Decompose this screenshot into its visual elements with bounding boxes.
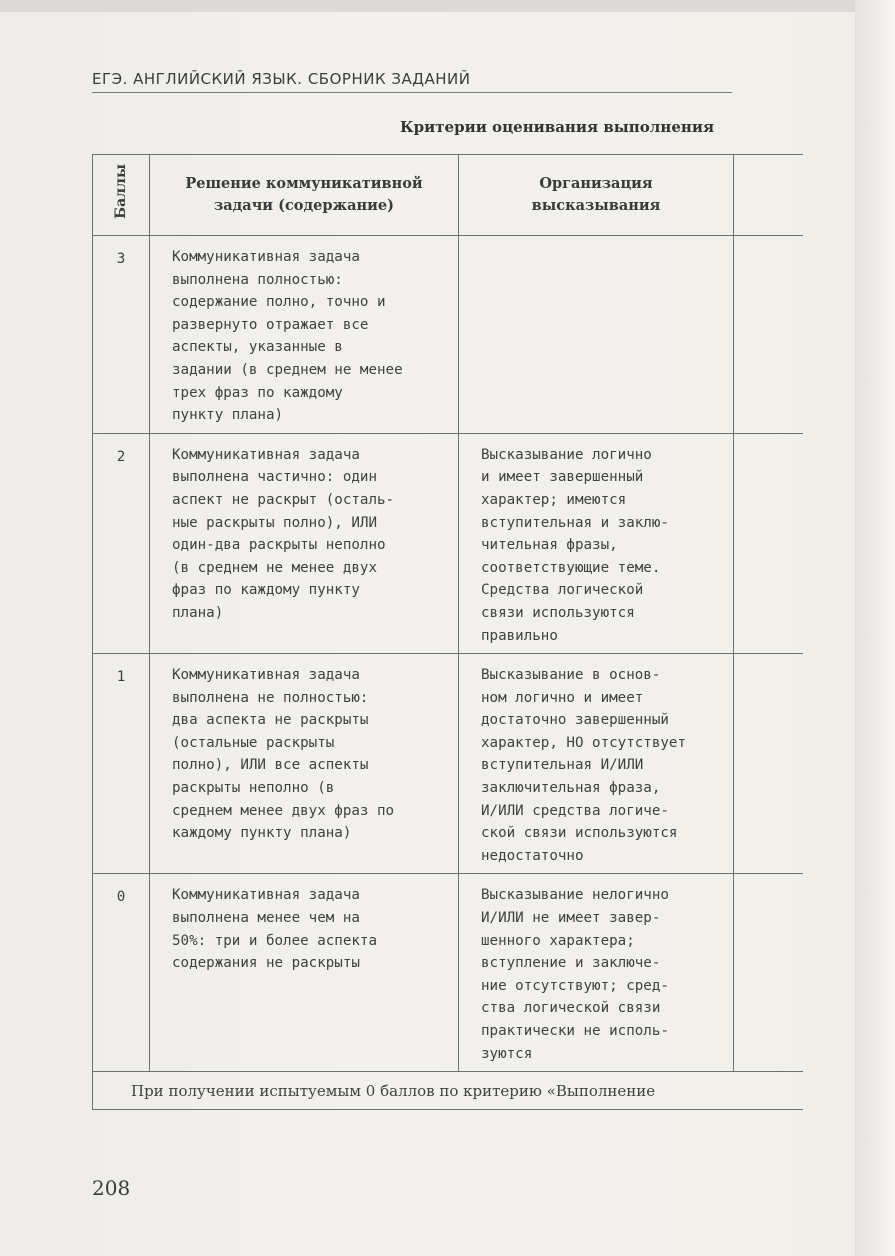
header-organization-cell bbox=[459, 155, 734, 236]
header-content: Решение коммуникативной задачи (содержание) bbox=[185, 175, 423, 214]
header-content-cell bbox=[150, 155, 459, 236]
running-header: ЕГЭ. АНГЛИЙСКИЙ ЯЗЫК. СБОРНИК ЗАДАНИЙ bbox=[92, 70, 732, 93]
row-organization-cell bbox=[459, 236, 734, 434]
header-score: Баллы bbox=[112, 163, 129, 219]
row-extra-cell bbox=[734, 654, 803, 874]
row-organization: Высказывание в основ- ном логично и имеет достаточно завершенный характер, НО отсутствует вступительная И/ИЛИ заключительная фраза, И/ИЛИ средства логиче- ской связи используются недостаточно bbox=[481, 667, 686, 864]
row-score: 3 bbox=[93, 236, 150, 434]
row-content-cell bbox=[150, 433, 459, 653]
table-header-row bbox=[93, 155, 803, 236]
table-footer: При получении испытуемым 0 баллов по критерию «Выполнение bbox=[93, 1072, 803, 1110]
criteria-table bbox=[92, 154, 803, 1110]
header-extra-cell bbox=[734, 155, 803, 236]
criteria-title: Критерии оценивания выполнения bbox=[400, 118, 715, 136]
row-content-cell bbox=[150, 654, 459, 874]
table-row bbox=[93, 874, 803, 1072]
row-content-cell bbox=[150, 236, 459, 434]
row-organization-cell bbox=[459, 874, 734, 1072]
row-content: Коммуникативная задача выполнена не полностью: два аспекта не раскрыты (остальные раскрыты полно), ИЛИ все аспекты раскрыты неполно (в среднем менее двух фраз по каждому пункту плана) bbox=[172, 667, 395, 842]
row-score: 0 bbox=[93, 874, 150, 1072]
row-content: Коммуникативная задача выполнена частично: один аспект не раскрыт (осталь- ные раскрыты полно), ИЛИ один-два раскрыты неполно (в среднем не менее двух фраз по каждому пункту плана) bbox=[172, 446, 395, 621]
page-number: 208 bbox=[92, 1176, 131, 1200]
criteria-table-wrapper bbox=[92, 154, 802, 1110]
page-right-edge bbox=[855, 0, 895, 1256]
row-organization: Высказывание логично и имеет завершенный характер; имеются вступительная и заклю- чительная фразы, соответствующие теме. Средства логической связи используются правильно bbox=[481, 446, 669, 644]
row-organization-cell bbox=[459, 654, 734, 874]
row-content: Коммуникативная задача выполнена менее чем на 50%: три и более аспекта содержания не раскрыты bbox=[172, 887, 377, 972]
row-score: 2 bbox=[93, 433, 150, 653]
page-top-edge bbox=[0, 0, 895, 12]
table-row bbox=[93, 654, 803, 874]
table-row bbox=[93, 433, 803, 653]
row-extra-cell bbox=[734, 433, 803, 653]
row-content: Коммуникативная задача выполнена полностью: содержание полно, точно и развернуто отражает все аспекты, указанные в задании (в среднем не менее трех фраз по каждому пункту плана) bbox=[172, 249, 403, 424]
header-organization: Организация высказывания bbox=[531, 175, 661, 214]
row-score: 1 bbox=[93, 654, 150, 874]
row-extra-cell bbox=[734, 236, 803, 434]
row-organization-cell bbox=[459, 433, 734, 653]
row-content-cell bbox=[150, 874, 459, 1072]
row-extra-cell bbox=[734, 874, 803, 1072]
table-row bbox=[93, 236, 803, 434]
header-score-cell bbox=[93, 155, 150, 236]
row-organization: Высказывание нелогично И/ИЛИ не имеет завер- шенного характера; вступление и заключе- ние отсутствуют; сред- ства логической связи практически не исполь- зуются bbox=[481, 887, 669, 1062]
table-footer-row bbox=[93, 1072, 803, 1110]
